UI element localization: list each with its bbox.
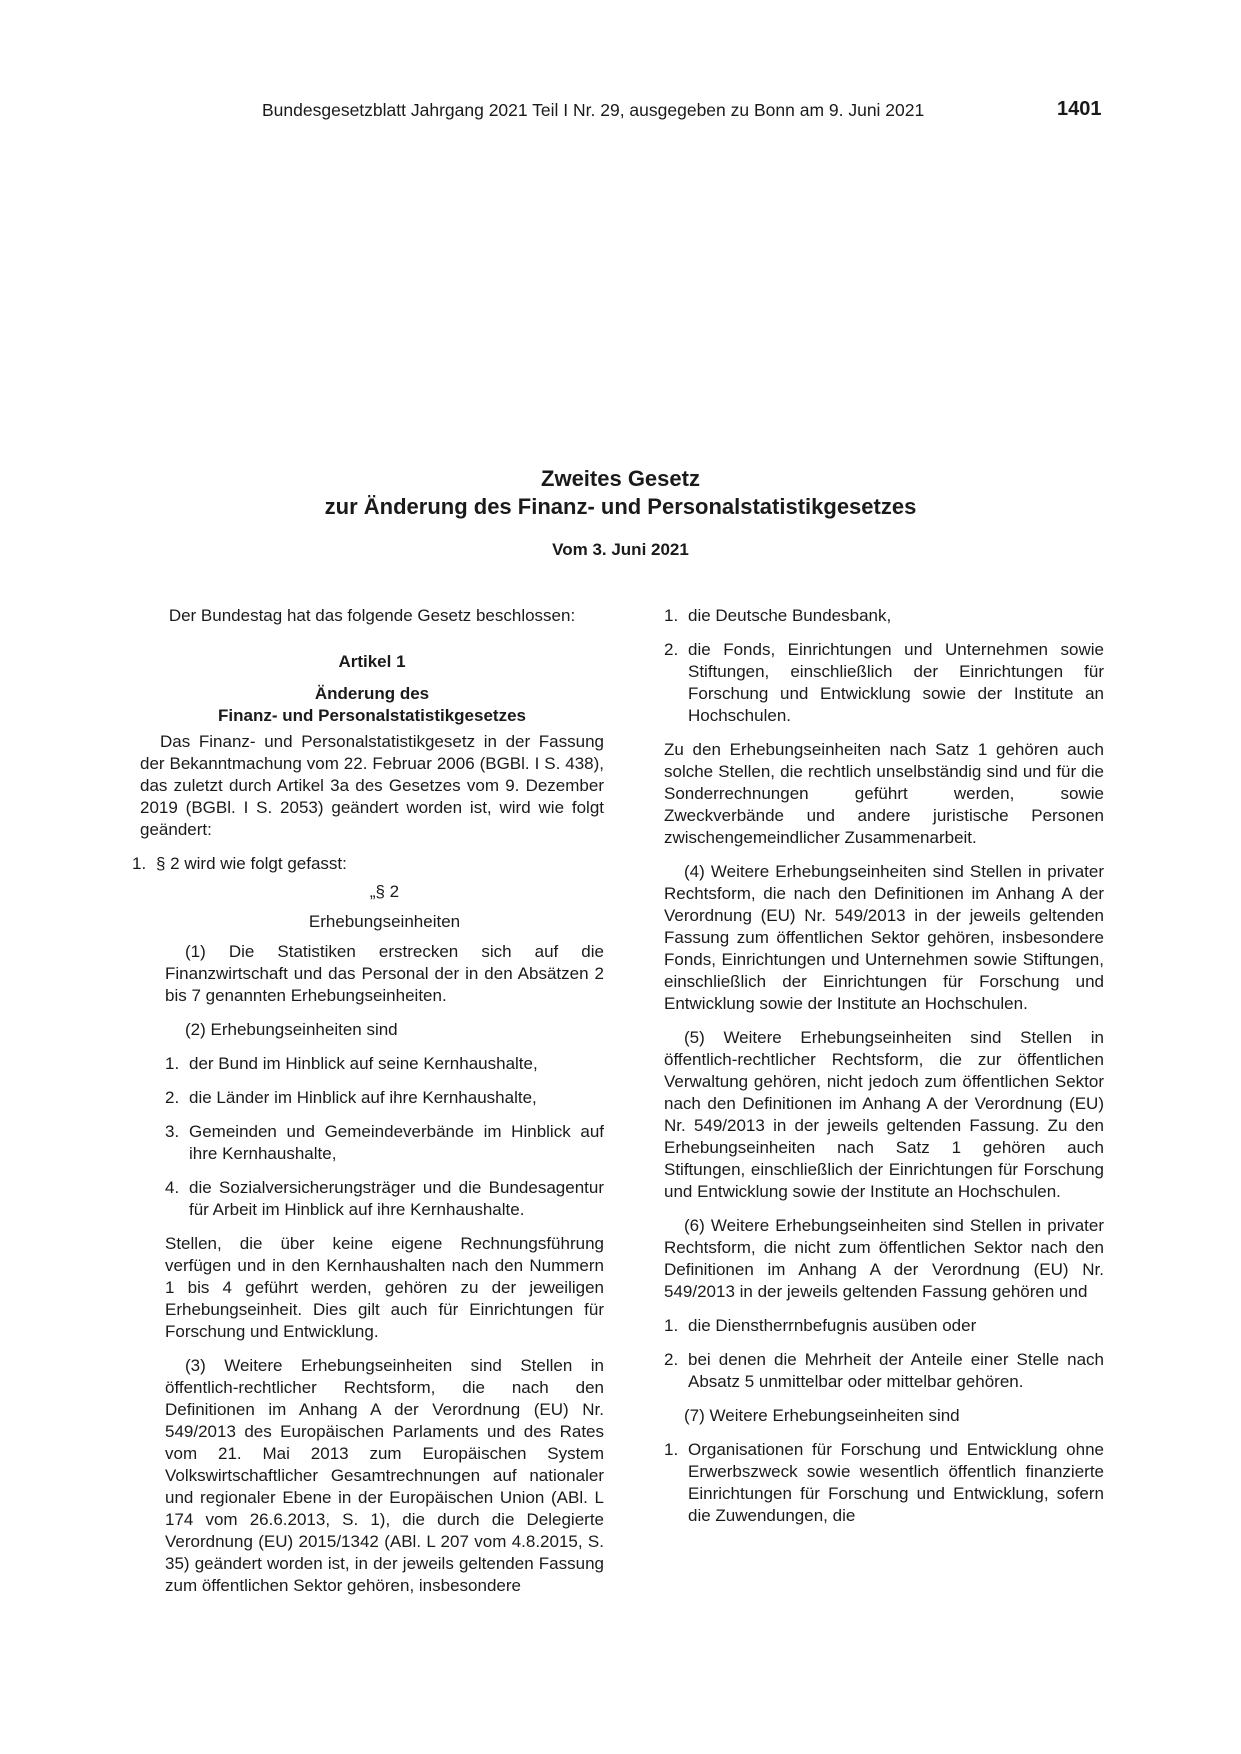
section-label: „§ 2 bbox=[369, 882, 400, 901]
list-item bbox=[664, 1439, 1104, 1527]
item-text: bei denen die Mehrheit der Anteile einer Stelle nach Absatz 5 unmittelbar oder mittelbar gehören. bbox=[688, 1350, 1104, 1391]
item-text: die Länder im Hinblick auf ihre Kernhaushalte, bbox=[189, 1088, 537, 1107]
item-number: 4. bbox=[165, 1178, 180, 1197]
list-item bbox=[165, 1121, 604, 1165]
item-text: die Sozialversicherungsträger und die Bundesagentur für Arbeit im Hinblick auf ihre Kernhaushalte. bbox=[189, 1178, 604, 1219]
left-column bbox=[132, 605, 604, 1609]
item-text: die Deutsche Bundesbank, bbox=[688, 606, 892, 625]
item-number: 1. bbox=[664, 606, 679, 625]
item-text: Gemeinden und Gemeindeverbände im Hinblick auf ihre Kernhaushalte, bbox=[189, 1122, 604, 1163]
item-number: 1. bbox=[664, 1440, 679, 1459]
paragraph-2: (2) Erhebungseinheiten sind bbox=[185, 1020, 398, 1039]
law-title-line2: zur Änderung des Finanz- und Personalstatistikgesetzes bbox=[324, 494, 917, 519]
item-number: 2. bbox=[165, 1088, 180, 1107]
article-title-line1: Änderung des bbox=[314, 684, 430, 703]
list-item bbox=[664, 605, 1104, 627]
paragraph-4: (4) Weitere Erhebungseinheiten sind Stellen in privater Rechtsform, die nach den Definitionen im Anhang A der Verordnung (EU) Nr. 549/2013 in der jeweils geltenden Fassung zum öffentlichen Sektor gehören, insbesondere Fonds, Einrichtungen und Unternehmen sowie Stiftungen, einschließlich der Einrichtungen für Forschung und Entwicklung sowie der Institute an Hochschulen. bbox=[664, 862, 1104, 1013]
item-number: 1. bbox=[132, 854, 147, 873]
paragraph-1: (1) Die Statistiken erstrecken sich auf die Finanzwirtschaft und das Personal der in den Absätzen 2 bis 7 genannten Erhebungseinheiten. bbox=[165, 942, 604, 1005]
section-title: Erhebungseinheiten bbox=[308, 912, 461, 931]
law-date: Vom 3. Juni 2021 bbox=[552, 540, 689, 559]
item-number: 3. bbox=[165, 1122, 180, 1141]
list-item bbox=[165, 1087, 604, 1109]
paragraph-7: (7) Weitere Erhebungseinheiten sind bbox=[684, 1406, 960, 1425]
quoted-section bbox=[140, 881, 604, 1597]
list-item bbox=[165, 1053, 604, 1075]
amendment-paragraph: Das Finanz- und Personalstatistikgesetz in der Fassung der Bekanntmachung vom 22. Februar 2006 (BGBl. I S. 438), das zuletzt durch Artikel 3a des Gesetzes vom 9. Dezember 2019 (BGBl. I S. 2053) geändert worden ist, wird wie folgt geändert: bbox=[140, 732, 604, 839]
law-title bbox=[0, 465, 1241, 521]
running-header: Bundesgesetzblatt Jahrgang 2021 Teil I Nr. 29, ausgegeben zu Bonn am 9. Juni 2021 bbox=[262, 100, 925, 120]
item-text: der Bund im Hinblick auf seine Kernhaushalte, bbox=[189, 1054, 538, 1073]
law-title-line1: Zweites Gesetz bbox=[541, 466, 700, 491]
paragraph-2-tail: Stellen, die über keine eigene Rechnungsführung verfügen und in den Kernhaushalten nach den Nummern 1 bis 4 geführt werden, gehören zu der jeweiligen Erhebungseinheit. Dies gilt auch für Einrichtungen für Forschung und Entwicklung. bbox=[165, 1234, 604, 1341]
item-text: die Dienstherrnbefugnis ausüben oder bbox=[688, 1316, 977, 1335]
item-text: § 2 wird wie folgt gefasst: bbox=[156, 854, 347, 873]
list-item bbox=[664, 1315, 1104, 1337]
list-item bbox=[165, 1177, 604, 1221]
amendment-item-1 bbox=[132, 853, 604, 875]
paragraph-5: (5) Weitere Erhebungseinheiten sind Stellen in öffentlich-rechtlicher Rechtsform, die zur öffentlichen Verwaltung gehören, nicht jedoch zum öffentlichen Sektor nach den Definitionen im Anhang A der Verordnung (EU) Nr. 549/2013 in der jeweils geltenden Fassung. Zu den Erhebungseinheiten nach Satz 1 gehören auch Stiftungen, einschließlich der Einrichtungen für Forschung und Entwicklung sowie der Institute an Hochschulen. bbox=[664, 1028, 1104, 1201]
paragraph-6: (6) Weitere Erhebungseinheiten sind Stellen in privater Rechtsform, die nicht zum öffentlichen Sektor nach den Definitionen im Anhang A der Verordnung (EU) Nr. 549/2013 in der jeweils geltenden Fassung gehören und bbox=[664, 1216, 1104, 1301]
page-number: 1401 bbox=[1057, 98, 1102, 120]
article-title-line2: Finanz- und Personalstatistikgesetzes bbox=[218, 706, 526, 725]
article-title bbox=[140, 683, 604, 727]
paragraph-3-tail: Zu den Erhebungseinheiten nach Satz 1 gehören auch solche Stellen, die rechtlich unselbständig sind und für die Sonderrechnungen geführt werden, sowie Zweckverbände und andere juristische Personen zwischengemeindlicher Zusammenarbeit. bbox=[664, 740, 1104, 847]
list-item bbox=[664, 1349, 1104, 1393]
item-text: Organisationen für Forschung und Entwicklung ohne Erwerbszweck sowie wesentlich öffentlich finanzierte Einrichtungen für Forschung und Entwicklung, sofern die Zuwendungen, die bbox=[688, 1440, 1104, 1525]
item-number: 2. bbox=[664, 1350, 679, 1369]
right-column bbox=[664, 605, 1104, 1539]
item-text: die Fonds, Einrichtungen und Unternehmen sowie Stiftungen, einschließlich der Einrichtungen für Forschung und Entwicklung sowie der Institute an Hochschulen. bbox=[688, 640, 1104, 725]
article-heading: Artikel 1 bbox=[338, 652, 406, 671]
item-number: 1. bbox=[664, 1316, 679, 1335]
enactment-formula: Der Bundestag hat das folgende Gesetz beschlossen: bbox=[168, 606, 576, 625]
item-number: 1. bbox=[165, 1054, 180, 1073]
list-item bbox=[664, 639, 1104, 727]
paragraph-3: (3) Weitere Erhebungseinheiten sind Stellen in öffentlich-rechtlicher Rechtsform, die nach den Definitionen im Anhang A der Verordnung (EU) Nr. 549/2013 des Europäischen Parlaments und des Rates vom 21. Mai 2013 zum Europäischen System Volkswirtschaftlicher Gesamtrechnungen auf nationaler und regionaler Ebene in der Europäischen Union (ABl. L 174 vom 26.6.2013, S. 1), die durch die Delegierte Verordnung (EU) 2015/1342 (ABl. L 207 vom 4.8.2015, S. 35) geändert worden ist, in der jeweils geltenden Fassung zum öffentlichen Sektor gehören, insbesondere bbox=[165, 1356, 604, 1595]
item-number: 2. bbox=[664, 640, 679, 659]
